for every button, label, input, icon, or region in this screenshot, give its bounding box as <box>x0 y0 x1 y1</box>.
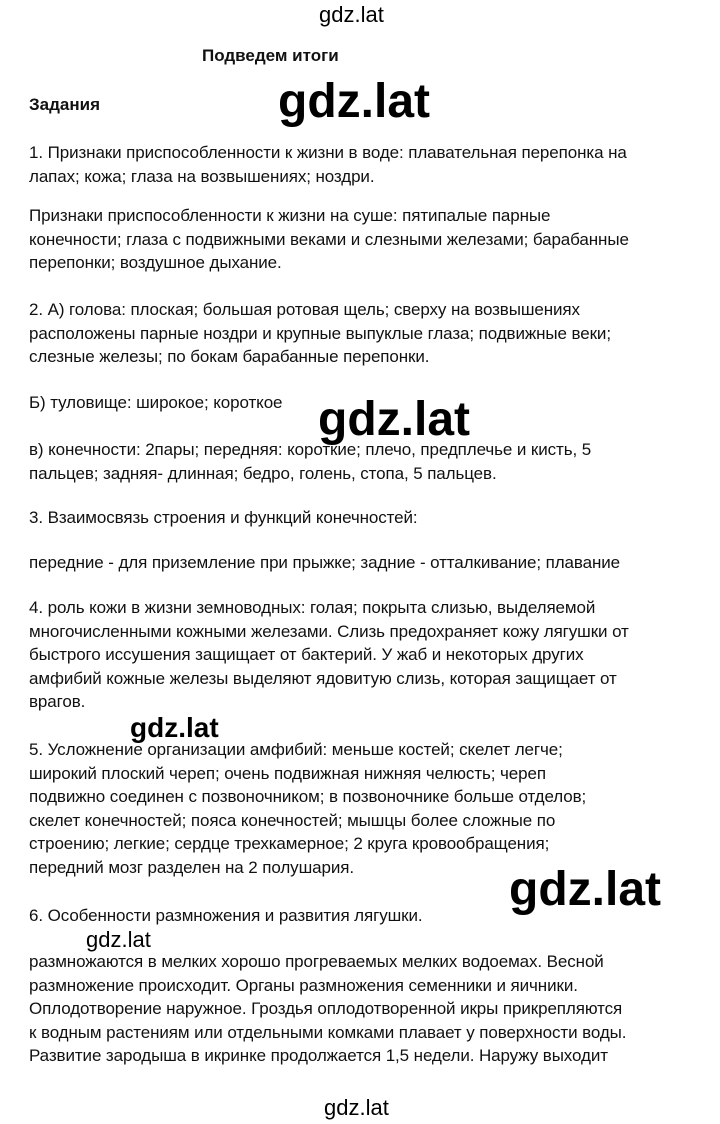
watermark-big-2: gdz.lat <box>318 393 470 446</box>
page-title: Подведем итоги <box>202 46 339 65</box>
text-line: многочисленными кожными железами. Слизь предохраняет кожу лягушки от <box>29 621 629 641</box>
paragraph-7 <box>29 551 709 575</box>
text-line: передние - для приземление при прыжке; задние - отталкивание; плавание <box>29 553 621 572</box>
paragraph-8 <box>29 596 709 714</box>
text-line: строению; легкие; сердце трехкамерное; 2 круга кровообращения; <box>29 834 550 853</box>
text-line: широкий плоский череп; очень подвижная нижняя челюсть; череп <box>29 763 546 783</box>
paragraph-11 <box>29 950 709 1068</box>
text-line: 5. Усложнение организации амфибий: меньше костей; скелет легче; <box>29 740 563 759</box>
text-line: в) конечности: 2пары; передняя: короткие; плечо, предплечье и кисть, 5 <box>29 440 592 459</box>
section-heading: Задания <box>29 95 100 114</box>
text-line: подвижно соединен с позвоночником; в позвоночнике больше отделов; <box>29 787 587 806</box>
text-line: 6. Особенности размножения и развития лягушки. <box>29 906 423 925</box>
text-line: Развитие зародыша в икринке продолжается 1,5 недели. Наружу выходит <box>29 1046 608 1065</box>
text-line: врагов. <box>29 692 86 711</box>
watermark-big-1: gdz.lat <box>278 75 430 128</box>
text-line: к водным растениям или отдельными комками плавает у поверхности воды. <box>29 1022 627 1042</box>
text-line: амфибий кожные железы выделяют ядовитую слизь, которая защищает от <box>29 668 617 688</box>
text-line: 1. Признаки приспособленности к жизни в воде: плавательная перепонка на <box>29 143 627 162</box>
text-line: передний мозг разделен на 2 полушария. <box>29 857 354 877</box>
paragraph-6 <box>29 506 709 530</box>
watermark-big-3: gdz.lat <box>509 863 661 916</box>
watermark-bottom: gdz.lat <box>324 1095 389 1120</box>
paragraph-3 <box>29 298 709 369</box>
text-line: размножение происходит. Органы размножения семенники и яичники. <box>29 975 578 995</box>
text-line: конечности; глаза с подвижными веками и слезными железами; барабанные <box>29 229 629 249</box>
text-line: 3. Взаимосвязь строения и функций конечностей: <box>29 508 418 527</box>
text-line: 4. роль кожи в жизни земноводных: голая; покрыта слизью, выделяемой <box>29 598 596 617</box>
text-line: скелет конечностей; пояса конечностей; мышцы более сложные по <box>29 810 556 830</box>
text-line: слезные железы; по бокам барабанные перепонки. <box>29 347 430 366</box>
watermark-small-mid: gdz.lat <box>86 927 151 952</box>
text-line: размножаются в мелких хорошо прогреваемых мелких водоемах. Весной <box>29 952 604 971</box>
paragraph-1 <box>29 141 709 188</box>
text-line: быстрого иссушения защищает от бактерий. У жаб и некоторых других <box>29 645 584 664</box>
text-line: перепонки; воздушное дыхание. <box>29 253 282 272</box>
text-line: Оплодотворение наружное. Гроздья оплодотворенной икры прикрепляются <box>29 999 623 1018</box>
text-line: пальцев; задняя- длинная; бедро, голень, стопа, 5 пальцев. <box>29 463 497 483</box>
text-line: Признаки приспособленности к жизни на суше: пятипалые парные <box>29 206 551 225</box>
paragraph-2 <box>29 204 709 275</box>
text-line: Б) туловище: широкое; короткое <box>29 393 283 412</box>
watermark-top: gdz.lat <box>319 2 384 27</box>
text-line: расположены парные ноздри и крупные выпуклые глаза; подвижные веки; <box>29 323 611 343</box>
text-line: лапах; кожа; глаза на возвышениях; ноздри. <box>29 166 375 186</box>
watermark-mid: gdz.lat <box>130 712 219 743</box>
text-line: 2. А) голова: плоская; большая ротовая щель; сверху на возвышениях <box>29 300 580 319</box>
paragraph-9 <box>29 738 709 879</box>
